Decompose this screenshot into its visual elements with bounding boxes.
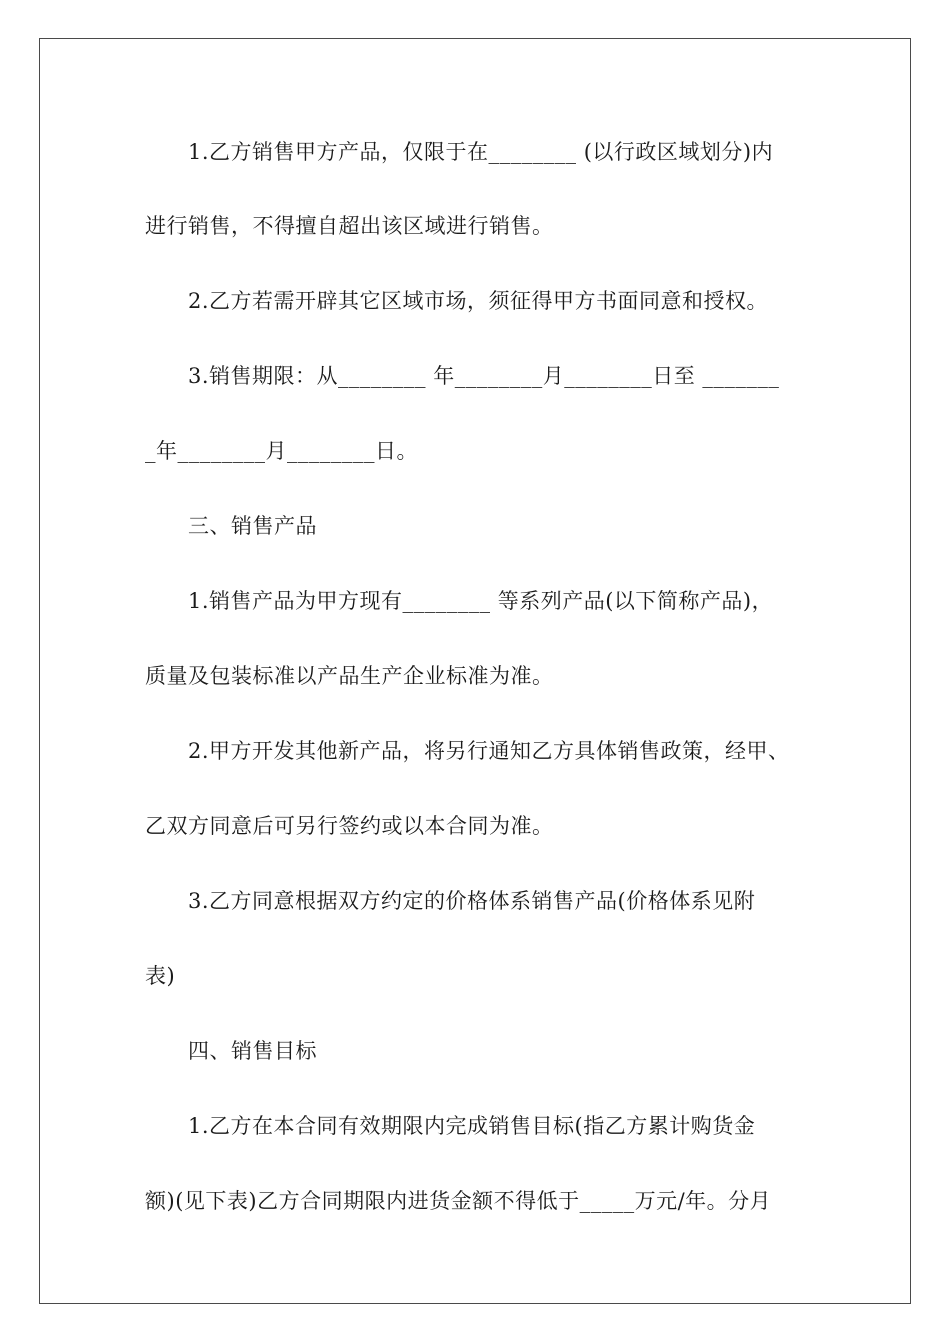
clause-sales-period-line-1: 3.销售期限：从________ 年________月________日至 _______ <box>188 364 780 388</box>
clause-sales-region-line-1: 1.乙方销售甲方产品，仅限于在________ (以行政区域划分)内 <box>188 140 774 164</box>
clause-new-products-line-1: 2.甲方开发其他新产品，将另行通知乙方具体销售政策，经甲、 <box>188 739 790 763</box>
section-heading-products: 三、销售产品 <box>188 514 317 538</box>
clause-other-regions: 2.乙方若需开辟其它区域市场，须征得甲方书面同意和授权。 <box>188 289 769 313</box>
clause-pricing-line-2: 表) <box>145 964 176 988</box>
clause-sales-region-line-2: 进行销售，不得擅自超出该区域进行销售。 <box>145 214 554 238</box>
clause-targets-line-1: 1.乙方在本合同有效期限内完成销售目标(指乙方累计购货金 <box>188 1114 756 1138</box>
clause-pricing-line-1: 3.乙方同意根据双方约定的价格体系销售产品(价格体系见附 <box>188 889 756 913</box>
clause-products-line-1: 1.销售产品为甲方现有________ 等系列产品(以下简称产品)， <box>188 589 774 613</box>
section-heading-targets: 四、销售目标 <box>188 1039 317 1063</box>
clause-targets-line-2: 额)(见下表)乙方合同期限内进货金额不得低于_____万元/年。分月 <box>145 1189 772 1213</box>
clause-new-products-line-2: 乙双方同意后可另行签约或以本合同为准。 <box>145 814 554 838</box>
clause-products-line-2: 质量及包装标准以产品生产企业标准为准。 <box>145 664 554 688</box>
clause-sales-period-line-2: _年________月________日。 <box>145 439 418 463</box>
